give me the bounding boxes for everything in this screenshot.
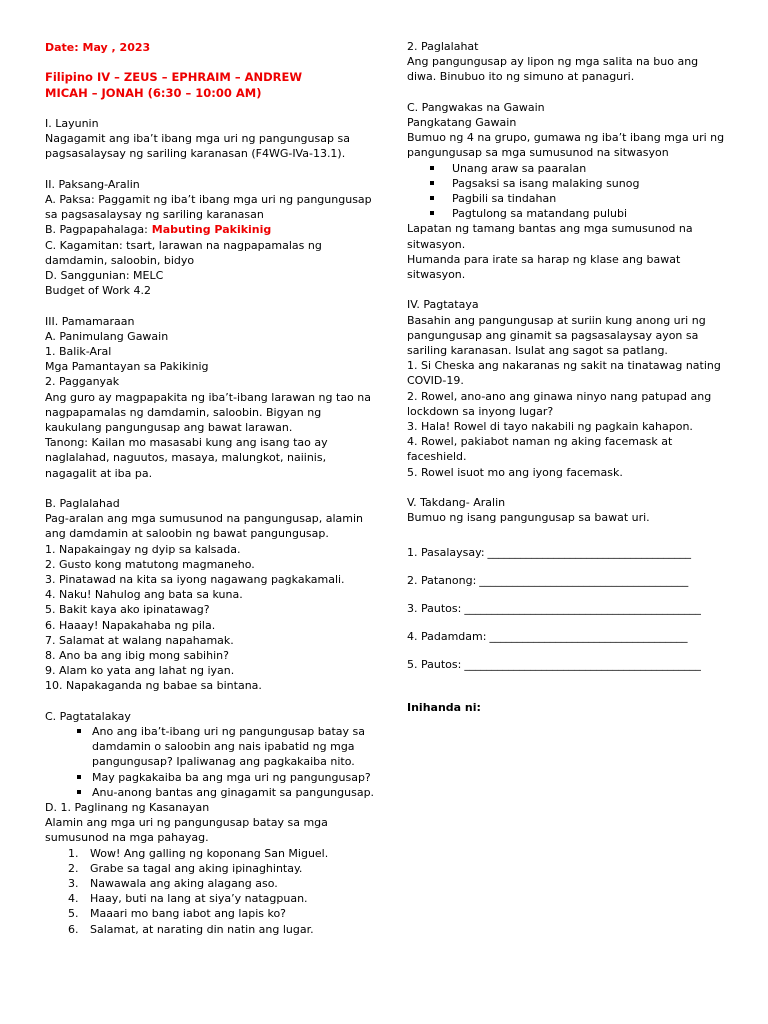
takdang-aralin-heading: V. Takdang- Aralin — [407, 496, 506, 510]
pagtataya-section — [407, 297, 729, 479]
pangwakas-instruction: Bumuo ng 4 na grupo, gumawa ng iba’t ibang mga uri ng pangungusap sa mga sumusunod na sitwasyon — [407, 131, 725, 160]
pangwakas-section — [407, 100, 729, 282]
layunin-text: Nagagamit ang iba’t ibang mga uri ng pangungusap sa pagsasalaysay ng sariling karanasan (F4WG-IVa-13.1). — [45, 132, 350, 161]
pagtataya-instruction: Basahin ang pangungusap at suriin kung anong uri ng pangungusap ang ginamit sa pagsasalaysay ayon sa sariling karanasan. Isulat ang sagot sa patlang. — [407, 313, 706, 358]
paglinang-heading: D. 1. Paglinang ng Kasanayan — [45, 801, 210, 815]
pagpapahalaga-value: Mabuting Pakikinig — [151, 223, 272, 237]
list-item: 4. Rowel, pakiabot naman ng aking facemask at faceshield. — [407, 435, 673, 464]
tanong-text: Tanong: Kailan mo masasabi kung ang isang tao ay naglalahad, naguutos, masaya, malungkot, naiinis, nagagalit at iba pa. — [45, 436, 328, 480]
section-heading-layunin: I. Layunin — [45, 116, 99, 130]
item-text: Maaari mo bang iabot ang lapis ko? — [90, 907, 287, 921]
prepared-by-label: Inihanda ni: — [407, 700, 481, 714]
layunin-section — [45, 116, 377, 162]
item-text: Haay, buti na lang at siya’y natagpuan. — [90, 892, 308, 906]
bullet-item — [407, 161, 729, 176]
section-heading-paksang-aralin: II. Paksang-Aralin — [45, 177, 140, 191]
item-text: Wow! Ang galling ng koponang San Miguel. — [90, 846, 329, 860]
list-item: 8. Ano ba ang ibig mong sabihin? — [45, 649, 229, 663]
list-item: 9. Alam ko yata ang lahat ng iyan. — [45, 664, 235, 678]
item-text: Grabe sa tagal ang aking ipinaghintay. — [90, 861, 303, 875]
item-number: 2. — [68, 861, 79, 875]
answer-label: 2. Patanong: — [407, 574, 477, 588]
kagamitan-line: C. Kagamitan: tsart, larawan na nagpapamalas ng damdamin, saloobin, bidyo — [45, 238, 322, 267]
list-item: 2. Rowel, ano-ano ang ginawa ninyo nang patupad ang lockdown sa inyong lugar? — [407, 389, 712, 418]
paglinang-instruction: Alamin ang mga uri ng pangungusap batay sa mga sumusunod na mga pahayag. — [45, 816, 328, 845]
list-item: 1. Napakaingay ng dyip sa kalsada. — [45, 542, 241, 556]
answer-label: 1. Pasalaysay: — [407, 546, 485, 560]
numbered-item — [45, 876, 377, 891]
square-bullet-icon — [430, 166, 434, 170]
numbered-item — [45, 906, 377, 921]
sanggunian-line: D. Sanggunian: MELC — [45, 269, 164, 282]
paglalahad-instruction: Pag-aralan ang mga sumusunod na pangungusap, alamin ang damdamin at saloobin ng bawat pangungusap. — [45, 512, 364, 541]
square-bullet-icon — [77, 729, 81, 733]
item-text: Salamat, at narating din natin ang lugar. — [90, 922, 314, 936]
bullet-text: Pagtulong sa matandang pulubi — [452, 207, 628, 221]
list-item: 6. Haaay! Napakahaba ng pila. — [45, 618, 216, 632]
pagpapahalaga-line — [45, 222, 377, 237]
answer-label: 3. Pautos: — [407, 602, 462, 616]
pamamaraan-section — [45, 314, 377, 481]
date-line: Date: May , 2023 — [45, 41, 151, 54]
item-number: 4. — [68, 892, 79, 906]
list-item: 2. Gusto kong matutong magmaneho. — [45, 557, 255, 571]
bullet-item — [45, 785, 377, 800]
answer-blank: ____________________________________ — [489, 630, 688, 644]
takdang-aralin-instruction: Bumuo ng isang pangungusap sa bawat uri. — [407, 511, 650, 525]
answer-line — [407, 573, 729, 588]
list-item: 3. Hala! Rowel di tayo nakabili ng pagkain kahapon. — [407, 420, 693, 434]
bullet-item — [407, 206, 729, 221]
numbered-item — [45, 861, 377, 876]
answer-blank: _____________________________________ — [487, 546, 692, 560]
pagtatalakay-heading: C. Pagtatalakay — [45, 709, 131, 723]
bullet-item — [45, 770, 377, 785]
paglalahat-heading: 2. Paglalahat — [407, 40, 479, 53]
numbered-item — [45, 846, 377, 861]
answer-blank: ___________________________________________ — [464, 602, 701, 616]
item-number: 6. — [68, 922, 79, 936]
list-item: 10. Napakaganda ng babae sa bintana. — [45, 679, 262, 693]
paglalahad-heading: B. Paglalahad — [45, 497, 120, 511]
section-heading-pamamaraan: III. Pamamaraan — [45, 314, 135, 328]
square-bullet-icon — [430, 181, 434, 185]
class-info: Filipino IV – ZEUS – EPHRAIM – ANDREW MICAH – JONAH (6:30 – 10:00 AM) — [45, 70, 303, 100]
paglalahad-section — [45, 496, 377, 694]
pagtatalakay-section — [45, 709, 377, 800]
list-item: 5. Bakit kaya ako ipinatawag? — [45, 603, 210, 617]
answer-line — [407, 545, 729, 560]
square-bullet-icon — [430, 196, 434, 200]
left-column — [45, 40, 377, 937]
bullet-text: Pagsaksi sa isang malaking sunog — [452, 176, 640, 190]
list-item: 7. Salamat at walang napahamak. — [45, 633, 234, 647]
paglalahat-section — [407, 39, 729, 85]
square-bullet-icon — [77, 790, 81, 794]
bullet-item — [45, 724, 377, 770]
answer-label: 4. Padamdam: — [407, 630, 487, 644]
bullet-text: May pagkakaiba ba ang mga uri ng pangungusap? — [92, 770, 371, 784]
item-number: 3. — [68, 877, 79, 891]
answer-list — [407, 545, 729, 672]
paglinang-section — [45, 800, 377, 937]
paksang-aralin-section — [45, 177, 377, 299]
square-bullet-icon — [77, 775, 81, 779]
list-item: 4. Naku! Nahulog ang bata sa kuna. — [45, 588, 243, 602]
pangwakas-note: Lapatan ng tamang bantas ang mga sumusunod na sitwasyon. — [407, 222, 693, 251]
item-text: Nawawala ang aking alagang aso. — [90, 877, 278, 891]
budget-line: Budget of Work 4.2 — [45, 284, 152, 298]
right-column — [407, 39, 729, 715]
item-number: 5. — [68, 907, 79, 921]
bullet-text: Unang araw sa paaralan — [452, 161, 587, 175]
bullet-item — [407, 191, 729, 206]
paksa-line: A. Paksa: Paggamit ng iba’t ibang mga uri ng pangungusap sa pagsasalaysay ng sariling karanasan — [45, 192, 372, 222]
bullet-text: Ano ang iba’t-ibang uri ng pangungusap batay sa damdamin o saloobin ang nais ipabatid ng mga pangungusap? Ipaliwanag ang pagkakaiba nito. — [92, 725, 365, 769]
answer-label: 5. Pautos: — [407, 658, 462, 672]
takdang-aralin-section — [407, 495, 729, 673]
list-item: 5. Rowel isuot mo ang iyong facemask. — [407, 465, 623, 479]
answer-blank: ______________________________________ — [479, 574, 689, 588]
bullet-text: Anu-anong bantas ang ginagamit sa pangungusap. — [92, 785, 375, 799]
answer-line — [407, 601, 729, 616]
balik-aral-text: Mga Pamantayan sa Pakikinig — [45, 360, 209, 374]
pangwakas-note: Humanda para irate sa harap ng klase ang bawat sitwasyon. — [407, 252, 681, 282]
paglalahat-text: Ang pangungusap ay lipon ng mga salita na buo ang diwa. Binubuo ito ng simuno at panaguri. — [407, 55, 699, 84]
bullet-text: Pagbili sa tindahan — [452, 192, 557, 206]
pagtataya-heading: IV. Pagtataya — [407, 298, 479, 312]
balik-aral-heading: 1. Balik-Aral — [45, 345, 112, 358]
pangwakas-subheading: Pangkatang Gawain — [407, 116, 517, 129]
numbered-item — [45, 922, 377, 937]
square-bullet-icon — [430, 211, 434, 215]
list-item: 1. Si Cheska ang nakaranas ng sakit na tinatawag nating COVID-19. — [407, 359, 721, 388]
numbered-item — [45, 891, 377, 906]
item-number: 1. — [68, 846, 79, 860]
list-item: 3. Pinatawad na kita sa iyong nagawang pagkakamali. — [45, 573, 345, 587]
pagganyak-heading: 2. Pagganyak — [45, 375, 120, 389]
bullet-item — [407, 176, 729, 191]
pangwakas-heading: C. Pangwakas na Gawain — [407, 100, 545, 114]
answer-blank: ___________________________________________ — [464, 658, 701, 672]
pagganyak-text: Ang guro ay magpapakita ng iba’t-ibang larawan ng tao na nagpapamalas ng damdamin, saloobin. Bigyan ng kaukulang pangungusap ang bawat larawan. — [45, 390, 371, 435]
panimulang-gawain-heading: A. Panimulang Gawain — [45, 329, 169, 343]
pagpapahalaga-label: B. Pagpapahalaga: — [45, 223, 148, 237]
answer-line — [407, 657, 729, 672]
answer-line — [407, 629, 729, 644]
